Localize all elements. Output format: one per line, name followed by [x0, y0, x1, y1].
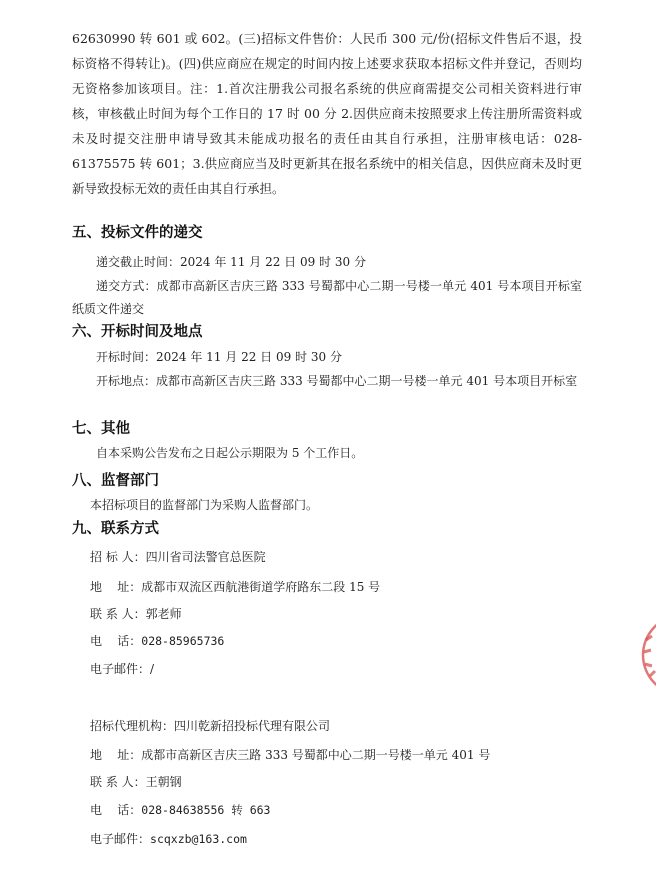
agency-contact-label: 联 系 人： — [90, 775, 146, 789]
agency-name-row — [90, 716, 330, 736]
agency-email-row — [90, 829, 247, 849]
buyer-address: 成都市双流区西航港街道学府路东二段 15 号 — [141, 580, 381, 594]
buyer-address-row — [90, 577, 380, 597]
agency-address-row — [90, 745, 490, 765]
buyer-contact-label: 联 系 人： — [90, 607, 146, 621]
buyer-contact-row — [90, 604, 182, 624]
agency-email: scqxzb@163.com — [150, 832, 247, 846]
intro-paragraph: 62630990 转 601 或 602。(三)招标文件售价：人民币 300 元/份(招标文件售后不退，投标资格不得转让)。(四)供应商应在规定的时间内按上述要求获取本招标文件并登记，否则均无资格参加该项目。注：1.首次注册我公司报名系统的供应商需提交公司相关资料进行审核，审核截止时间为每个工作日的 17 时 00 分 2.因供应商未按照要求上传注册所需资料或未及时提交注册申请导致其未能成功报名的责任由其自行承担，注册审核电话：028-61375575 转 601；3.供应商应当及时更新其在报名系统中的相关信息，因供应商未及时更新导致投标无效的责任由其自行承担。 — [72, 31, 582, 196]
agency-address-label: 地 址： — [90, 748, 142, 762]
buyer-phone: 028-85965736 — [141, 634, 225, 648]
agency-contact-row — [90, 772, 182, 792]
agency-phone-label: 电 话： — [90, 803, 142, 817]
agency-address: 成都市高新区吉庆三路 333 号蜀都中心二期一号楼一单元 401 号 — [141, 748, 491, 762]
section-7-heading: 七、其他 — [72, 421, 130, 437]
agency-phone-row — [90, 800, 270, 820]
buyer-email-row — [90, 659, 154, 679]
buyer-email-label: 电子邮件： — [90, 662, 151, 676]
section-9-heading: 九、联系方式 — [72, 521, 159, 537]
opening-time: 开标时间：2024 年 11 月 22 日 09 时 30 分 — [96, 350, 342, 364]
submission-deadline: 递交截止时间：2024 年 11 月 22 日 09 时 30 分 — [96, 255, 366, 269]
buyer-email: / — [150, 662, 155, 676]
buyer-contact: 郭老师 — [145, 607, 182, 621]
supervision-text: 本招标项目的监督部门为采购人监督部门。 — [90, 498, 319, 512]
buyer-phone-label: 电 话： — [90, 634, 142, 648]
section-8-heading: 八、监督部门 — [72, 473, 159, 489]
buyer-address-label: 地 址： — [90, 580, 142, 594]
agency-name-label: 招标代理机构： — [90, 719, 175, 733]
section-6-heading: 六、开标时间及地点 — [72, 324, 203, 340]
section-5-heading: 五、投标文件的递交 — [72, 225, 203, 241]
buyer-phone-row — [90, 631, 224, 651]
submission-method: 递交方式：成都市高新区吉庆三路 333 号蜀都中心二期一号楼一单元 401 号本项目开标室纸质文件递交 — [72, 279, 582, 316]
seal-stamp-icon — [628, 610, 656, 700]
buyer-name: 四川省司法警官总医院 — [145, 550, 266, 564]
buyer-name-row — [90, 547, 266, 567]
buyer-name-label: 招 标 人： — [90, 550, 146, 564]
other-notice: 自本采购公告发布之日起公示期限为 5 个工作日。 — [96, 446, 364, 460]
opening-place: 开标地点：成都市高新区吉庆三路 333 号蜀都中心二期一号楼一单元 401 号本项目开标室 — [96, 374, 578, 388]
agency-phone: 028-84638556 转 663 — [141, 803, 271, 817]
agency-name: 四川乾新招投标代理有限公司 — [174, 719, 331, 733]
agency-email-label: 电子邮件： — [90, 832, 151, 846]
agency-contact: 王朝钢 — [145, 775, 182, 789]
